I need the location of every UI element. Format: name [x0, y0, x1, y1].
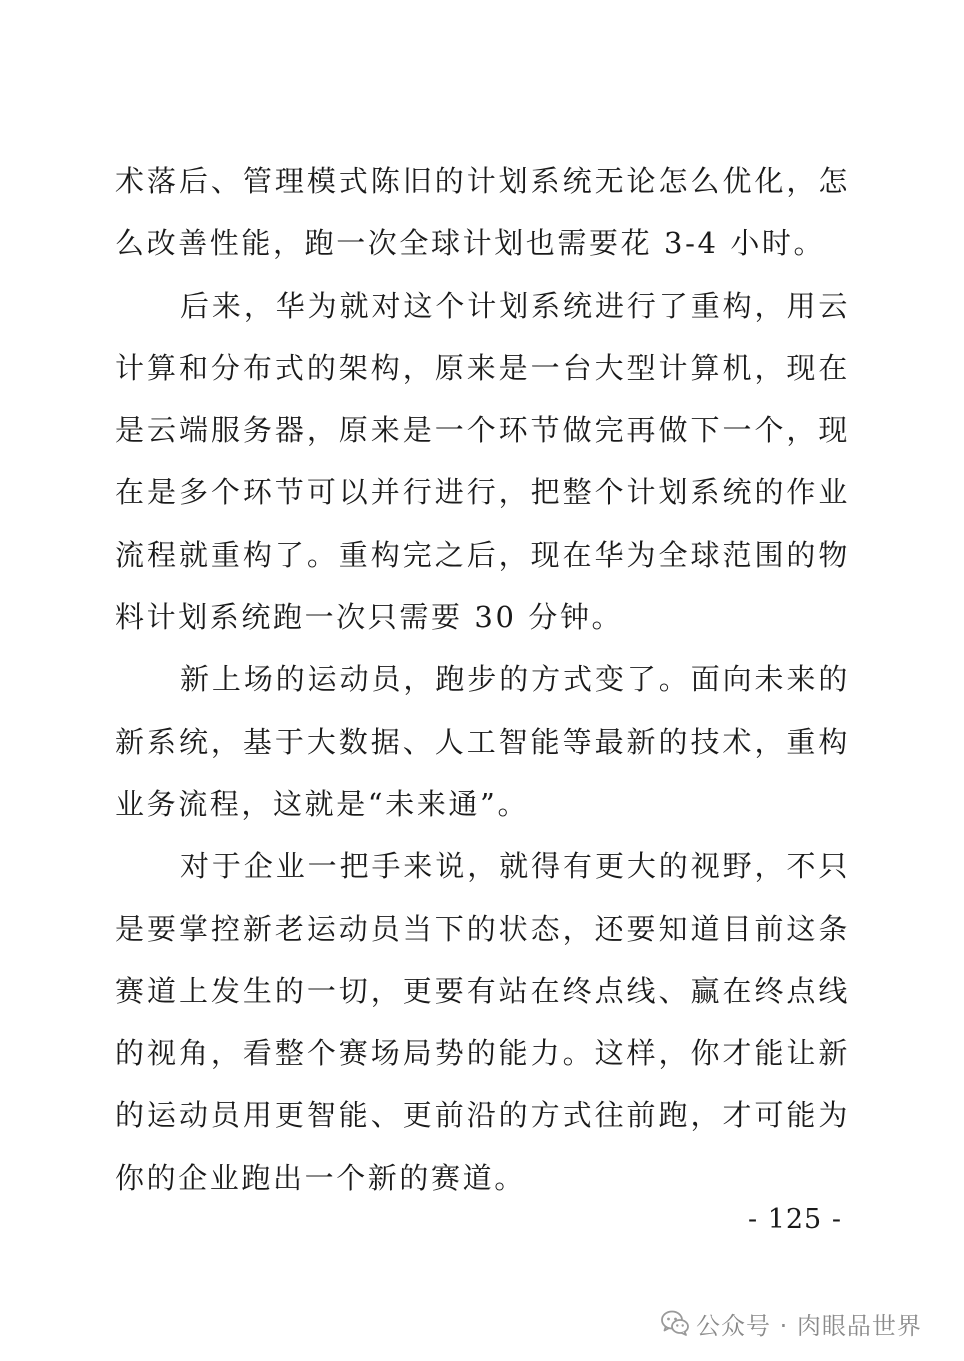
wechat-icon [660, 1308, 690, 1338]
paragraph-3: 新上场的运动员，跑步的方式变了。面向未来的新系统，基于大数据、人工智能等最新的技术，重构业务流程，这就是“未来通”。 [115, 662, 850, 821]
paragraph-2: 后来，华为就对这个计划系统进行了重构，用云计算和分布式的架构，原来是一台大型计算机，现在是云端服务器，原来是一个环节做完再做下一个，现在是多个环节可以并行进行，把整个计划系统的作业流程就重构了。重构完之后，现在华为全球范围的物料计划系统跑一次只需要 30 分钟。 [115, 288, 850, 635]
page-number: - 125 - [748, 1204, 842, 1235]
watermark [660, 1305, 922, 1341]
watermark-text: 公众号 · 肉眼品世界 [696, 1311, 922, 1340]
paragraph-4: 对于企业一把手来说，就得有更大的视野，不只是要掌控新老运动员当下的状态，还要知道目前这条赛道上发生的一切，更要有站在终点线、赢在终点线的视角，看整个赛场局势的能力。这样，你才能让新的运动员用更智能、更前沿的方式往前跑，才可能为你的企业跑出一个新的赛道。 [115, 849, 850, 1195]
body-text [115, 150, 850, 1209]
paragraph-1: 术落后、管理模式陈旧的计划系统无论怎么优化，怎么改善性能，跑一次全球计划也需要花 3-4 小时。 [115, 164, 850, 261]
